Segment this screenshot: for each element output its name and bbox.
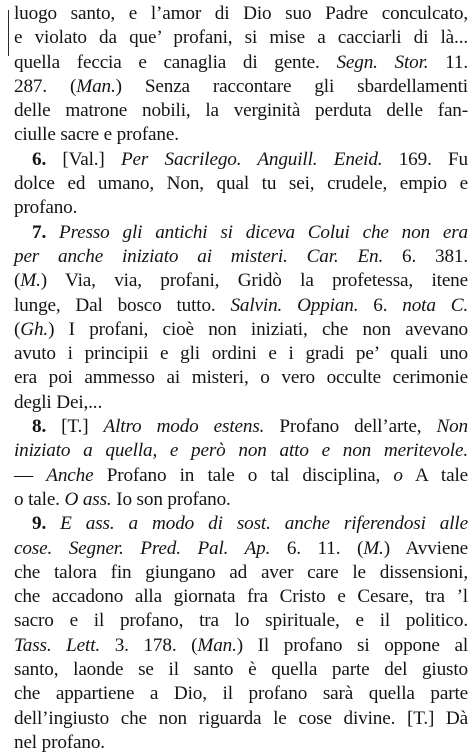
text-line [14, 99, 468, 123]
sense-number: 7. [32, 221, 47, 243]
italic-run: Tass. Lett. [14, 634, 101, 656]
text-line [14, 464, 468, 488]
sense-number: 6. [32, 148, 47, 170]
sense-number: 9. [32, 513, 47, 535]
text-line [14, 26, 468, 50]
italic-run: E ass. a modo di sost. anche riferendosi alle [60, 513, 468, 535]
text-run: sacro e il profano, tra lo spirituale, e il politico. [14, 610, 468, 632]
italic-run: O ass. [64, 488, 112, 510]
text-line [14, 366, 468, 390]
italic-run: nota C. [402, 294, 468, 316]
text-line [14, 75, 468, 99]
text-run: [T.] [46, 416, 104, 438]
text-run: ) Senza raccontare gli sbardellamenti [115, 75, 468, 97]
italic-run: Non [436, 416, 468, 438]
text-line [14, 731, 468, 755]
text-run: profano. [14, 197, 78, 219]
text-line [14, 221, 468, 245]
text-run [46, 222, 59, 243]
text-line [14, 342, 468, 366]
text-line [14, 439, 468, 463]
text-run: ) Il profano si oppone al [236, 634, 468, 656]
text-run: ) I profani, cioè non iniziati, che non avevano [48, 318, 468, 340]
italic-run: Anche [46, 464, 94, 486]
text-line [14, 634, 468, 658]
text-run: che appartiene a Dio, il profano sarà quella parte [14, 683, 468, 705]
text-run: lunge, Dal bosco tutto. [14, 294, 231, 316]
text-run: 3. 178. ( [100, 634, 198, 656]
italic-run: M. [363, 537, 384, 559]
text-run: [Val.] [46, 148, 121, 170]
text-run: avuto i principii e gli ordini e i gradi pe’ quali uno [14, 343, 468, 365]
text-run: 11. [428, 51, 468, 73]
italic-run: Man. [76, 75, 116, 97]
text-run: nel profano. [14, 731, 105, 753]
text-run: delle matrone nobili, la verginità perduta delle fan- [14, 100, 468, 122]
text-line [14, 609, 468, 633]
italic-run: Per Sacrilego. Anguill. Eneid. [120, 148, 383, 170]
text-run: quella feccia e canaglia di gente. [14, 51, 337, 73]
italic-run: Altro modo estens. [103, 416, 265, 438]
text-run: ) Via, via, profani, Gridò la profetessa, itene [40, 270, 468, 292]
italic-run: Gh. [20, 318, 49, 340]
text-line [14, 512, 468, 536]
italic-run: Presso gli antichi si diceva Colui che non era [59, 221, 468, 243]
text-run: 169. Fu [382, 148, 468, 170]
text-line [14, 391, 468, 415]
text-line [14, 196, 468, 220]
text-run: luogo santo, e l’amor di Dio suo Padre conculcato, [14, 3, 468, 24]
text-line [14, 707, 468, 731]
text-line [14, 172, 468, 196]
italic-run: Salvin. Oppian. [230, 294, 359, 316]
text-line [14, 294, 468, 318]
text-run: 6. 11. ( [270, 537, 364, 559]
text-run: Profano in tale o tal disciplina, [93, 464, 394, 486]
text-run: dell’ingiusto che non riguarda le cose divine. [T.] Dà [14, 707, 468, 729]
text-run: dolce ed umano, Non, qual tu sei, crudele, empio e [14, 173, 468, 195]
text-line [14, 537, 468, 561]
entry-text [14, 2, 468, 755]
text-run: che talora fin giungano ad aver care le dissensioni, [14, 561, 468, 583]
text-line [14, 148, 468, 172]
text-line [14, 585, 468, 609]
italic-run: Segn. Stor. [336, 51, 429, 73]
text-run: e violato da que’ profani, si mise a cacciarli di là... [14, 27, 468, 49]
text-run: 287. ( [14, 75, 77, 97]
text-line [14, 561, 468, 585]
italic-run: M. [20, 270, 41, 292]
text-line [14, 658, 468, 682]
italic-run: cose. Segner. Pred. Pal. Ap. [14, 537, 271, 559]
margin-rule [8, 10, 9, 56]
text-run: era poi ammesso ai misteri, o vero occulte cerimonie [14, 367, 468, 389]
text-run: santo, laonde se il santo è quella parte del giusto [14, 659, 468, 681]
text-run [46, 513, 60, 534]
text-line [14, 488, 468, 512]
text-run: ciulle sacre e profane. [14, 124, 179, 146]
text-line [14, 2, 468, 26]
text-line [14, 51, 468, 75]
text-run: ( [14, 318, 21, 340]
text-line [14, 318, 468, 342]
text-run: o tale. [14, 488, 65, 510]
italic-run: o [393, 464, 403, 486]
text-run: che accadono alla giornata fra Cristo e Cesare, tra ’l [14, 586, 468, 608]
text-run: A tale [402, 464, 468, 486]
text-run: Profano dell’arte, [264, 416, 437, 438]
text-run: 6. 381. [383, 245, 468, 267]
text-run: ) Avviene [383, 537, 469, 559]
italic-run: Man. [197, 634, 237, 656]
text-run: Io son profano. [111, 488, 231, 510]
text-run: ( [14, 270, 21, 292]
text-line [14, 123, 468, 147]
text-line [14, 269, 468, 293]
text-run: 6. [358, 294, 403, 316]
italic-run: iniziato a quella, e però non atto e non meritevole. [14, 440, 468, 462]
text-run: — [14, 464, 47, 486]
text-line [14, 682, 468, 706]
text-line [14, 245, 468, 269]
text-run: degli Dei,... [14, 391, 103, 413]
sense-number: 8. [32, 416, 47, 438]
italic-run: per anche iniziato ai misteri. Car. En. [14, 245, 384, 267]
text-line [14, 415, 468, 439]
